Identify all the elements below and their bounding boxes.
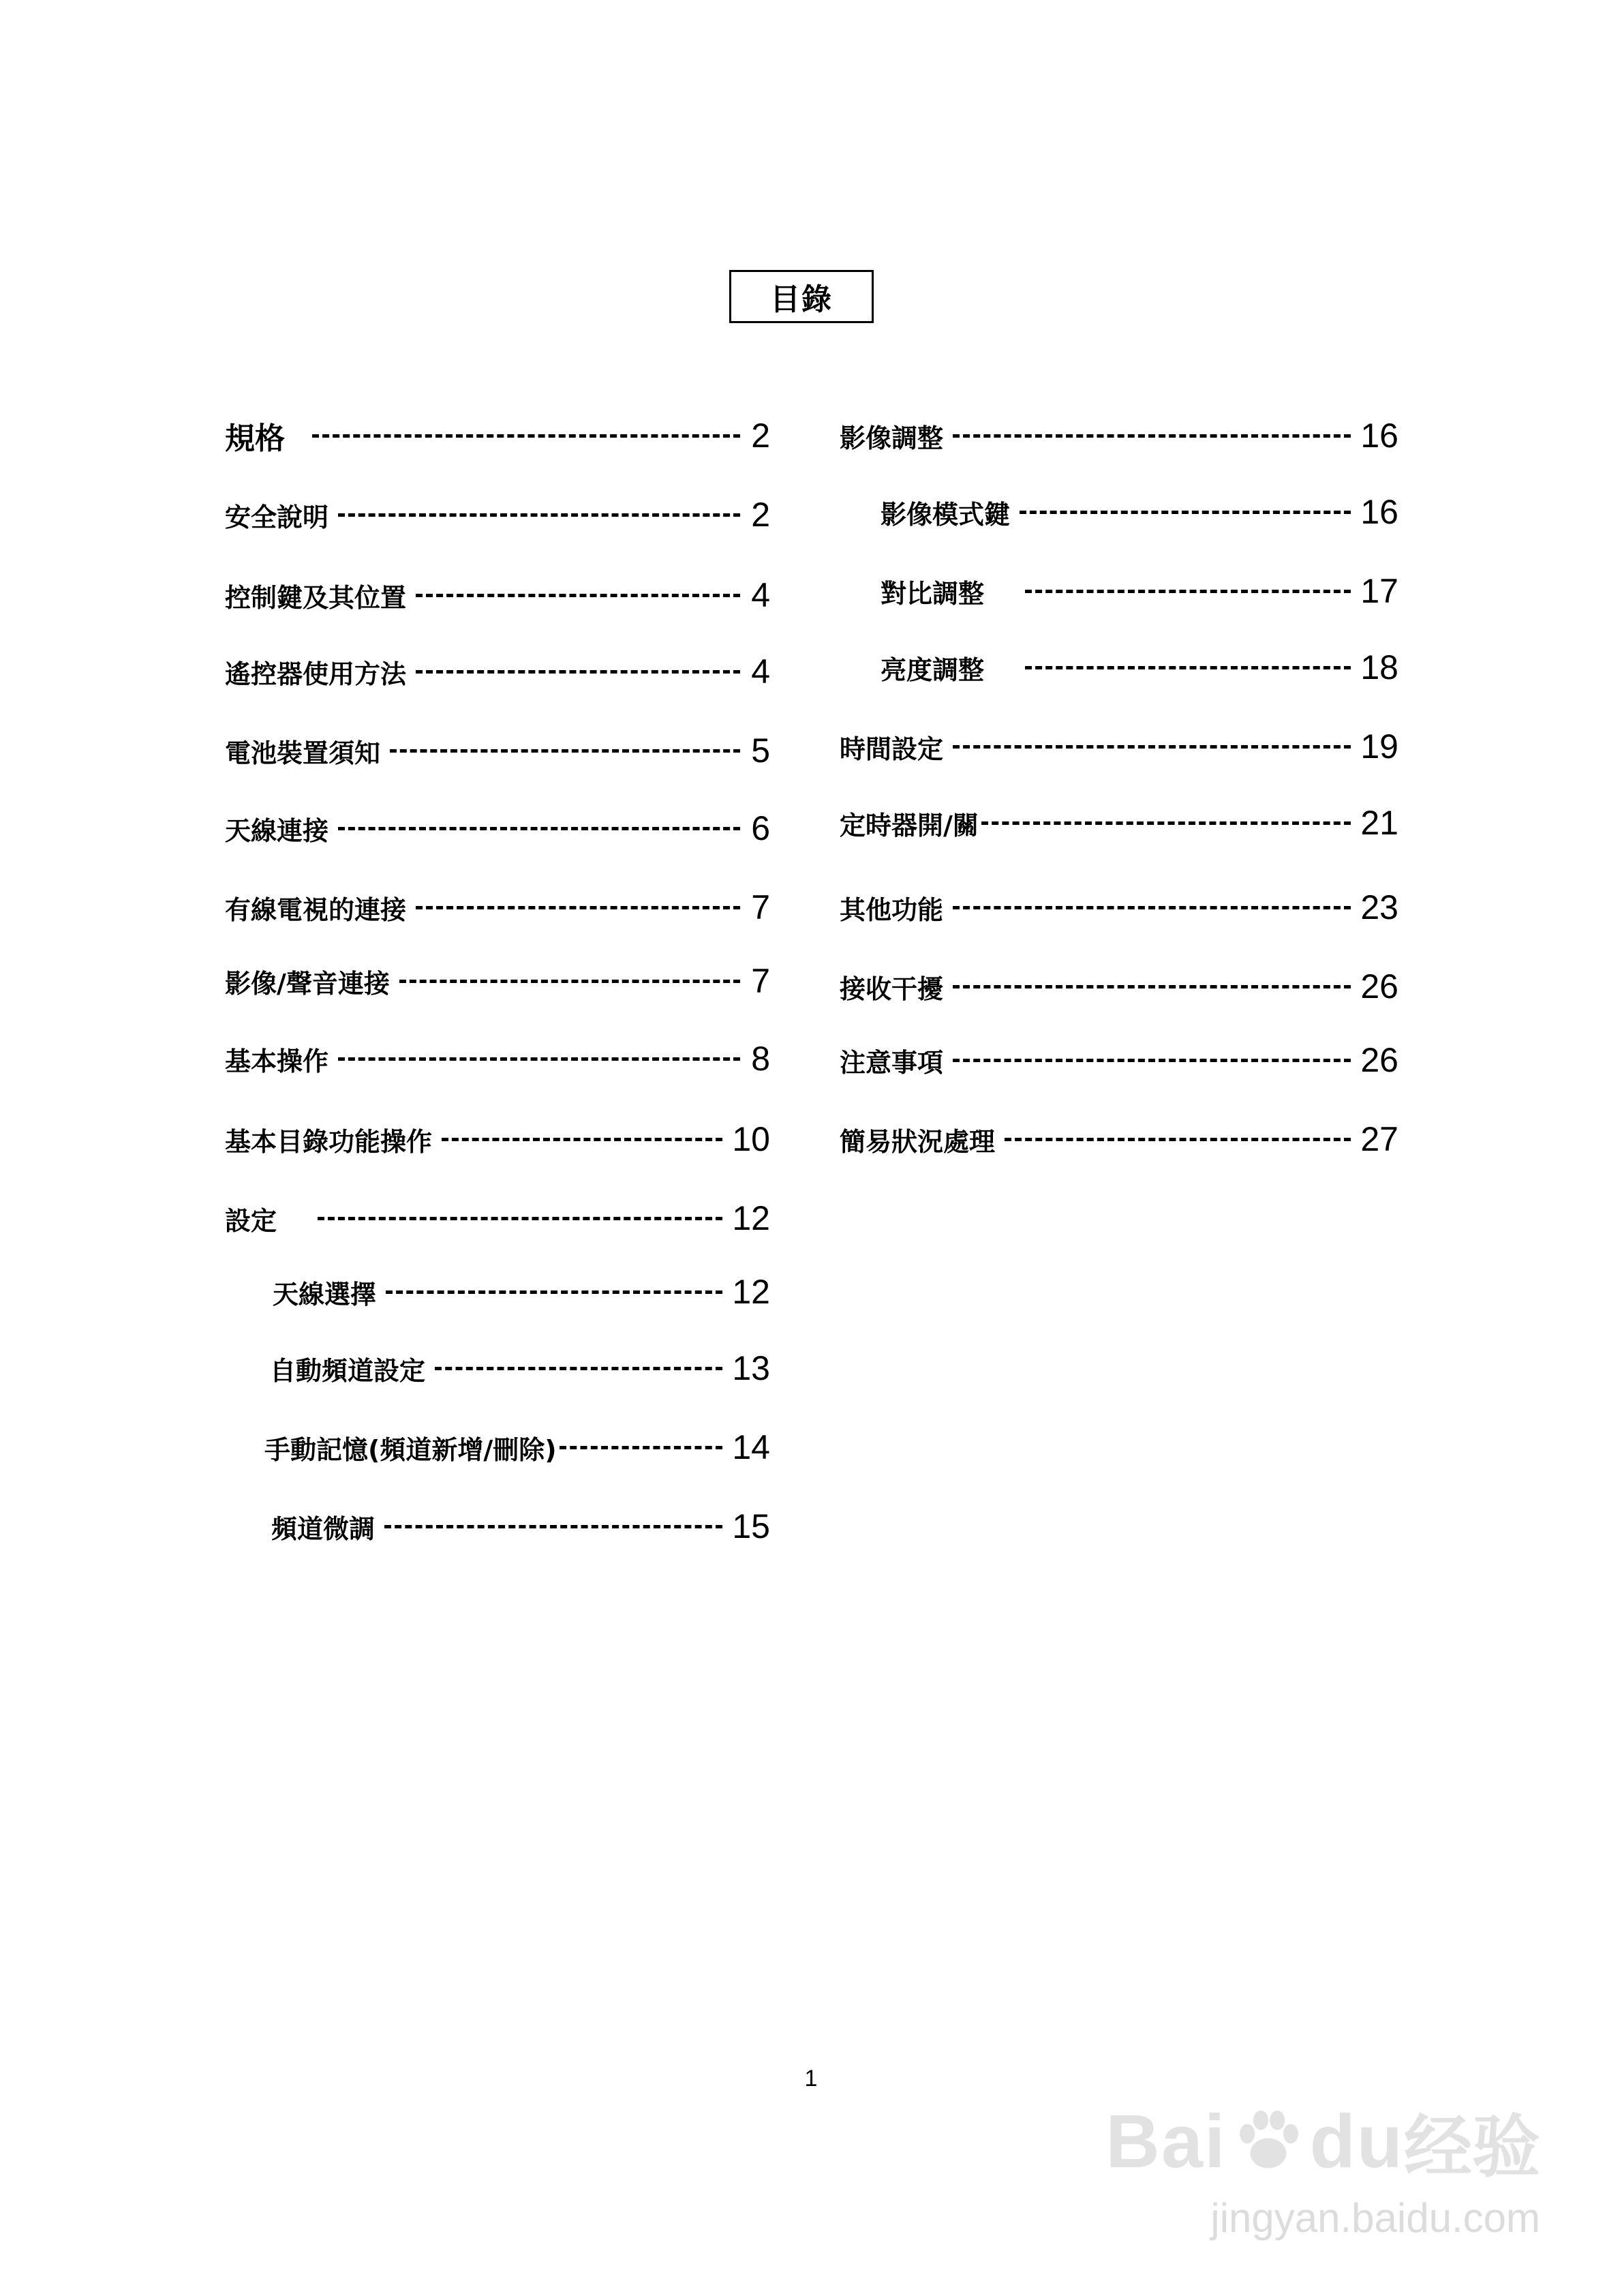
- toc-leader: [953, 434, 1351, 438]
- toc-entry-page: 10: [732, 1120, 770, 1158]
- toc-entry-page: 23: [1360, 888, 1398, 926]
- toc-leader: [312, 434, 740, 438]
- toc-leader: [338, 827, 740, 830]
- toc-entry: [840, 723, 1398, 770]
- toc-entry-label: 天線選擇: [273, 1279, 377, 1310]
- toc-entry-label: 定時器開/關: [840, 810, 979, 841]
- toc-title: 目錄: [729, 270, 874, 323]
- toc-entry: [225, 1115, 770, 1163]
- toc-entry-page: 13: [732, 1349, 770, 1387]
- toc-entry-page: 21: [1360, 804, 1398, 842]
- toc-entry: [840, 799, 1398, 847]
- toc-entry-sub: [273, 1268, 770, 1316]
- toc-entry: [225, 883, 770, 931]
- toc-entry-label: 規格: [225, 421, 285, 456]
- toc-entry-page: 27: [1360, 1120, 1398, 1158]
- toc-leader: [1025, 666, 1351, 669]
- toc-entry-label: 基本目錄功能操作: [225, 1126, 433, 1157]
- toc-entry-page: 2: [751, 417, 770, 455]
- toc-entry-page: 12: [732, 1273, 770, 1311]
- toc-entry-page: 16: [1360, 417, 1398, 455]
- toc-entry-page: 5: [751, 731, 770, 770]
- toc-entry: [840, 412, 1398, 459]
- toc-entry-label: 其他功能: [840, 894, 944, 925]
- toc-leader: [416, 906, 740, 909]
- toc-entry: [225, 727, 770, 774]
- toc-leader: [384, 1525, 722, 1528]
- toc-leader: [1025, 590, 1351, 593]
- toc-entry: [225, 648, 770, 695]
- watermark-brand-left: Bai: [1105, 2099, 1227, 2184]
- toc-entry-page: 8: [751, 1040, 770, 1078]
- toc-leader: [399, 980, 740, 983]
- toc-entry: [840, 883, 1398, 931]
- toc-entry-page: 2: [751, 496, 770, 534]
- toc-entry-label: 基本操作: [225, 1046, 329, 1076]
- toc-entry-page: 15: [732, 1507, 770, 1545]
- toc-leader: [953, 1059, 1351, 1062]
- toc-leader: [435, 1367, 722, 1370]
- toc-entry-label: 亮度調整: [881, 654, 985, 685]
- toc-entry-page: 16: [1360, 493, 1398, 531]
- toc-entry-label: 控制鍵及其位置: [225, 582, 407, 613]
- toc-leader: [1020, 511, 1351, 514]
- toc-entry-label: 安全說明: [225, 502, 329, 532]
- toc-leader: [416, 670, 740, 674]
- toc-entry-page: 14: [732, 1428, 770, 1466]
- toc-entry-sub: [264, 1423, 770, 1471]
- toc-entry-label: 手動記憶(頻道新增/刪除): [264, 1434, 557, 1465]
- watermark-brand-right: du: [1309, 2099, 1404, 2184]
- watermark-brand-suffix: 经验: [1404, 2107, 1540, 2187]
- toc-leader: [1005, 1138, 1351, 1141]
- watermark: [1105, 2092, 1540, 2241]
- watermark-brand: [1105, 2092, 1540, 2190]
- toc-leader: [981, 821, 1351, 825]
- toc-entry-page: 26: [1360, 967, 1398, 1006]
- toc-leader: [338, 513, 740, 517]
- toc-entry: [225, 412, 770, 459]
- toc-entry-label: 對比調整: [881, 578, 985, 609]
- toc-leader: [953, 906, 1351, 909]
- toc-entry-page: 12: [732, 1199, 770, 1237]
- toc-entry-sub: [881, 644, 1398, 691]
- toc-entry-label: 有線電視的連接: [225, 894, 407, 925]
- toc-entry-sub: [881, 488, 1398, 536]
- toc-entry-label: 電池裝置須知: [225, 738, 381, 768]
- toc-entry-label: 天線連接: [225, 815, 329, 846]
- toc-entry-label: 接收干擾: [840, 973, 944, 1004]
- toc-entry-label: 時間設定: [840, 734, 944, 764]
- toc-entry: [225, 491, 770, 539]
- toc-entry: [225, 1035, 770, 1083]
- toc-entry-label: 頻道微調: [271, 1513, 376, 1544]
- toc-entry: [225, 1194, 770, 1242]
- toc-entry: [840, 1115, 1398, 1163]
- page-number: 1: [804, 2066, 818, 2091]
- toc-entry-page: 4: [751, 652, 770, 691]
- toc-leader: [338, 1057, 740, 1061]
- watermark-url: jingyan.baidu.com: [1210, 2195, 1540, 2241]
- toc-entry-page: 17: [1360, 572, 1398, 610]
- toc-entry-page: 18: [1360, 648, 1398, 686]
- toc-entry: [225, 804, 770, 852]
- toc-entry-page: 7: [751, 962, 770, 1000]
- toc-entry-sub: [881, 567, 1398, 615]
- toc-leader: [953, 745, 1351, 749]
- paw-icon: [1231, 2104, 1306, 2179]
- toc-entry: [225, 957, 770, 1005]
- toc-leader: [442, 1138, 722, 1141]
- toc-entry-label: 影像模式鍵: [881, 499, 1011, 530]
- toc-leader: [953, 985, 1351, 988]
- toc-entry: [840, 1036, 1398, 1084]
- toc-entry-label: 遙控器使用方法: [225, 659, 407, 689]
- toc-entry-page: 6: [751, 809, 770, 847]
- toc-leader: [416, 594, 740, 597]
- toc-leader: [390, 749, 740, 753]
- toc-entry-page: 4: [751, 576, 770, 614]
- toc-entry-sub: [271, 1502, 770, 1550]
- toc-entry: [225, 571, 770, 619]
- toc-entry-page: 26: [1360, 1041, 1398, 1079]
- toc-entry: [840, 963, 1398, 1010]
- toc-entry-page: 7: [751, 888, 770, 926]
- toc-entry-label: 注意事項: [840, 1047, 944, 1078]
- toc-entry-label: 設定: [225, 1205, 277, 1236]
- toc-entry-label: 自動頻道設定: [270, 1355, 426, 1386]
- toc-entry-label: 影像調整: [840, 423, 944, 453]
- toc-entry-label: 簡易狀況處理: [840, 1126, 996, 1157]
- toc-entry-label: 影像/聲音連接: [225, 968, 390, 999]
- toc-leader: [386, 1290, 722, 1294]
- toc-leader: [560, 1446, 723, 1449]
- toc-entry-page: 19: [1360, 727, 1398, 766]
- toc-leader: [318, 1217, 722, 1220]
- toc-entry-sub: [270, 1344, 770, 1392]
